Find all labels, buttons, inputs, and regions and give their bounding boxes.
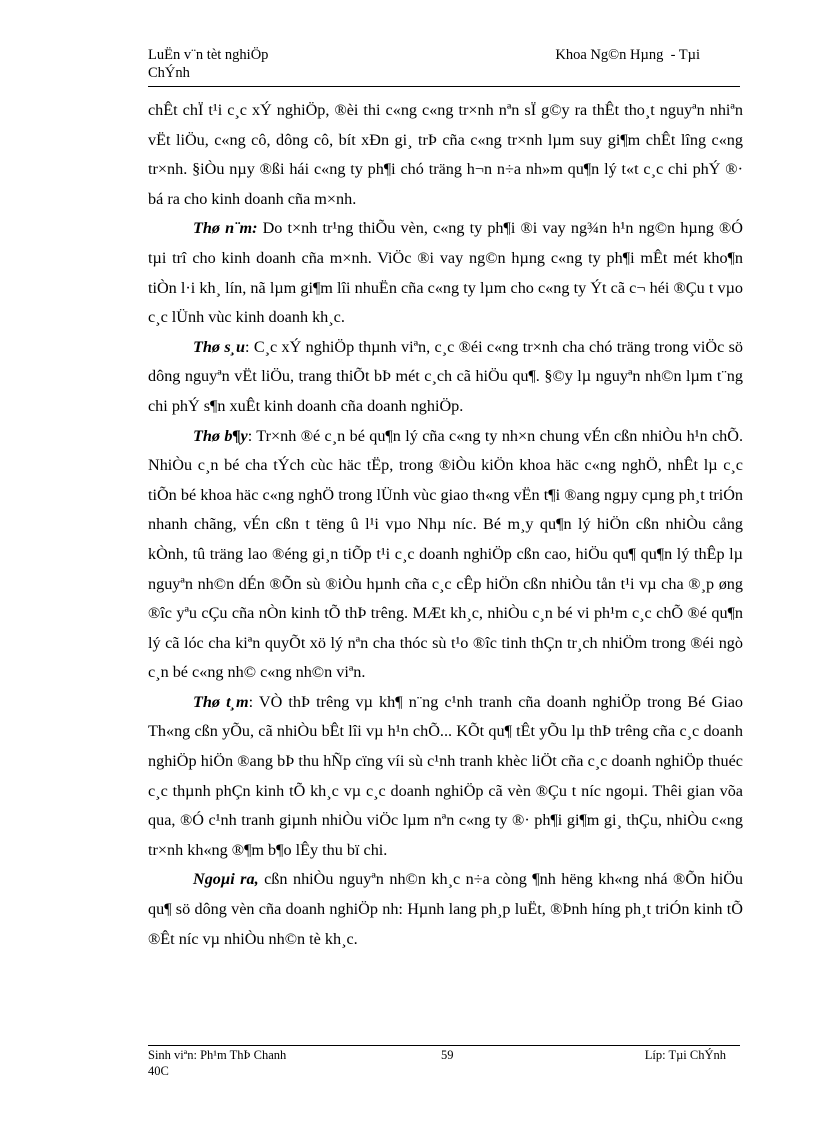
- paragraph-text: : C¸c xÝ nghiÖp thµnh viªn, c¸c ®éi c«ng tr×nh cha chó träng trong viÖc sö dông nguyªn vËt liÖu, trang thiÕt bÞ mét c¸ch cã hiÖu qu¶. §©y lµ nguyªn nh©n lµm t¨ng chi phÝ s¶n xuÊt kinh doanh cña doanh nghiÖp.: [148, 337, 743, 415]
- paragraph-lead: Thø b¶y: [193, 426, 248, 445]
- paragraph-seventh: [148, 422, 743, 688]
- paragraph-additional: [148, 865, 743, 954]
- paragraph-lead: Thø n¨m:: [193, 219, 258, 238]
- paragraph-text: Do t×nh tr¹ng thiÕu vèn, c«ng ty ph¶i ®i vay ng¾n h¹n ng©n hµng ®Ó tµi trî cho kinh doanh cña m×nh. ViÖc ®i vay ng©n hµng c«ng ty ph¶i mÊt mét kho¶n tiÒn l·i kh¸ lín, nã lµm gi¶m lîi nhuËn cña c«ng ty lµm cho c«ng ty Ýt cã c¬ héi ®Çu t vµo c¸c lÜnh vùc kinh doanh kh¸c.: [148, 219, 743, 327]
- footer-class: Líp: Tµi ChÝnh: [644, 1048, 726, 1062]
- footer-student: [148, 1047, 286, 1079]
- paragraph-lead: Ngoµi ra,: [193, 870, 259, 889]
- page-header: [148, 46, 740, 86]
- paragraph-fifth: [148, 214, 743, 332]
- header-divider: [148, 86, 740, 87]
- header-thesis-label: [148, 46, 268, 82]
- paragraph-text: : VÒ thÞ trêng vµ kh¶ n¨ng c¹nh tranh cña doanh nghiÖp trong Bé Giao Th«ng cßn yÕu, cã nhiÒu bÊt lîi vµ h¹n chÕ... KÕt qu¶ tÊt yÕu lµ thÞ trêng cña c¸c doanh nghiÖp hiÖn ®ang bÞ thu hÑp cïng víi sù c¹nh tranh khèc liÖt cña c¸c doanh nghiÖp thuéc c¸c thµnh phÇn kinh tÕ kh¸c vµ c¸c doanh nghiÖp cã vèn ®Çu t níc ngoµi. Thêi gian võa qua, ®Ó c¹nh tranh giµnh nhiÒu viÖc lµm nªn c«ng ty ®· ph¶i gi¶m gi¸ thÇu, nhiÒu c«ng tr×nh kh«ng ®¶m b¶o lÊy thu bï chi.: [148, 692, 743, 859]
- paragraph-continuation: [148, 96, 743, 214]
- footer-divider: [148, 1045, 740, 1046]
- header-thesis-line2: ChÝnh: [148, 65, 190, 81]
- header-faculty-label: Khoa Ng©n Hµng - Tµi: [555, 47, 700, 63]
- paragraph-text: : Tr×nh ®é c¸n bé qu¶n lý cña c«ng ty nh×n chung vÉn cßn nhiÒu h¹n chÕ. NhiÒu c¸n bé cha tÝch cùc häc tËp, trong ®iÒu kiÖn khoa häc c«ng nghÖ, nhÊt lµ c¸c tiÕn bé khoa häc c«ng nghÖ trong lÜnh vùc giao th«ng vËn t¶i ®ang ngµy cµng ph¸t triÓn nhanh chãng, vÉn cßn t tëng û l¹i vµo Nhµ níc. Bé m¸y qu¶n lý hiÖn cßn nhiÒu cång kÒnh, tû träng lao ®éng gi¸n tiÕp t¹i c¸c doanh nghiÖp cßn cao, hiÖu qu¶ qu¶n lý thÊp lµ nguyªn nh©n dÉn ®Õn sù ®iÒu hµnh cña c¸c cÊp hiÖn cßn nhiÒu tån t¹i vµ cha ®¸p øng ®îc yªu cÇu cña nÒn kinh tÕ thÞ trêng. MÆt kh¸c, nhiÒu c¸n bé vi ph¹m c¸c chÕ ®é qu¶n lý cã lóc cha kiªn quyÕt xö lý nªn cha thóc sù t¹o ®îc tinh thÇn tr¸ch nhiÖm trong ®éi ngò c¸n bé c«ng nh© c«ng nh©n viªn.: [148, 426, 743, 682]
- header-thesis-line1: LuËn v¨n tèt nghiÖp: [148, 47, 269, 63]
- paragraph-lead: Thø s¸u: [193, 337, 246, 356]
- body-text: [148, 96, 743, 954]
- paragraph-eighth: [148, 688, 743, 866]
- paragraph-sixth: [148, 333, 743, 422]
- paragraph-lead: Thø t¸m: [193, 692, 249, 711]
- footer-student-name: Sinh viªn: Ph¹m ThÞ Chanh: [148, 1048, 287, 1062]
- paragraph-text: chÊt chÏ t¹i c¸c xÝ nghiÖp, ®èi thi c«ng c«ng tr×nh nªn sÏ g©y ra thÊt tho¸t nguyªn nhiªn vËt liÖu, c«ng cô, dông cô, bít xÐn gi¸ trÞ cña c«ng tr×nh lµm suy gi¶m chÊt lîng c«ng tr×nh. §iÒu nµy ®ßi hái c«ng ty ph¶i chó träng h¬n n÷a nh»m qu¶n lý t«t c¸c chi phÝ ®· bá ra cho kinh doanh cña m×nh.: [148, 101, 743, 208]
- paragraph-text: cßn nhiÒu nguyªn nh©n kh¸c n÷a còng ¶nh hëng kh«ng nhá ®Õn hiÖu qu¶ sö dông vèn cña doanh nghiÖp nh: Hµnh lang ph¸p luËt, ®Þnh híng ph¸t triÓn kinh tÕ ®Êt níc vµ nhiÒu nh©n tè kh¸c.: [148, 870, 743, 948]
- footer-student-cohort: 40C: [148, 1064, 169, 1078]
- page-number: 59: [441, 1048, 454, 1062]
